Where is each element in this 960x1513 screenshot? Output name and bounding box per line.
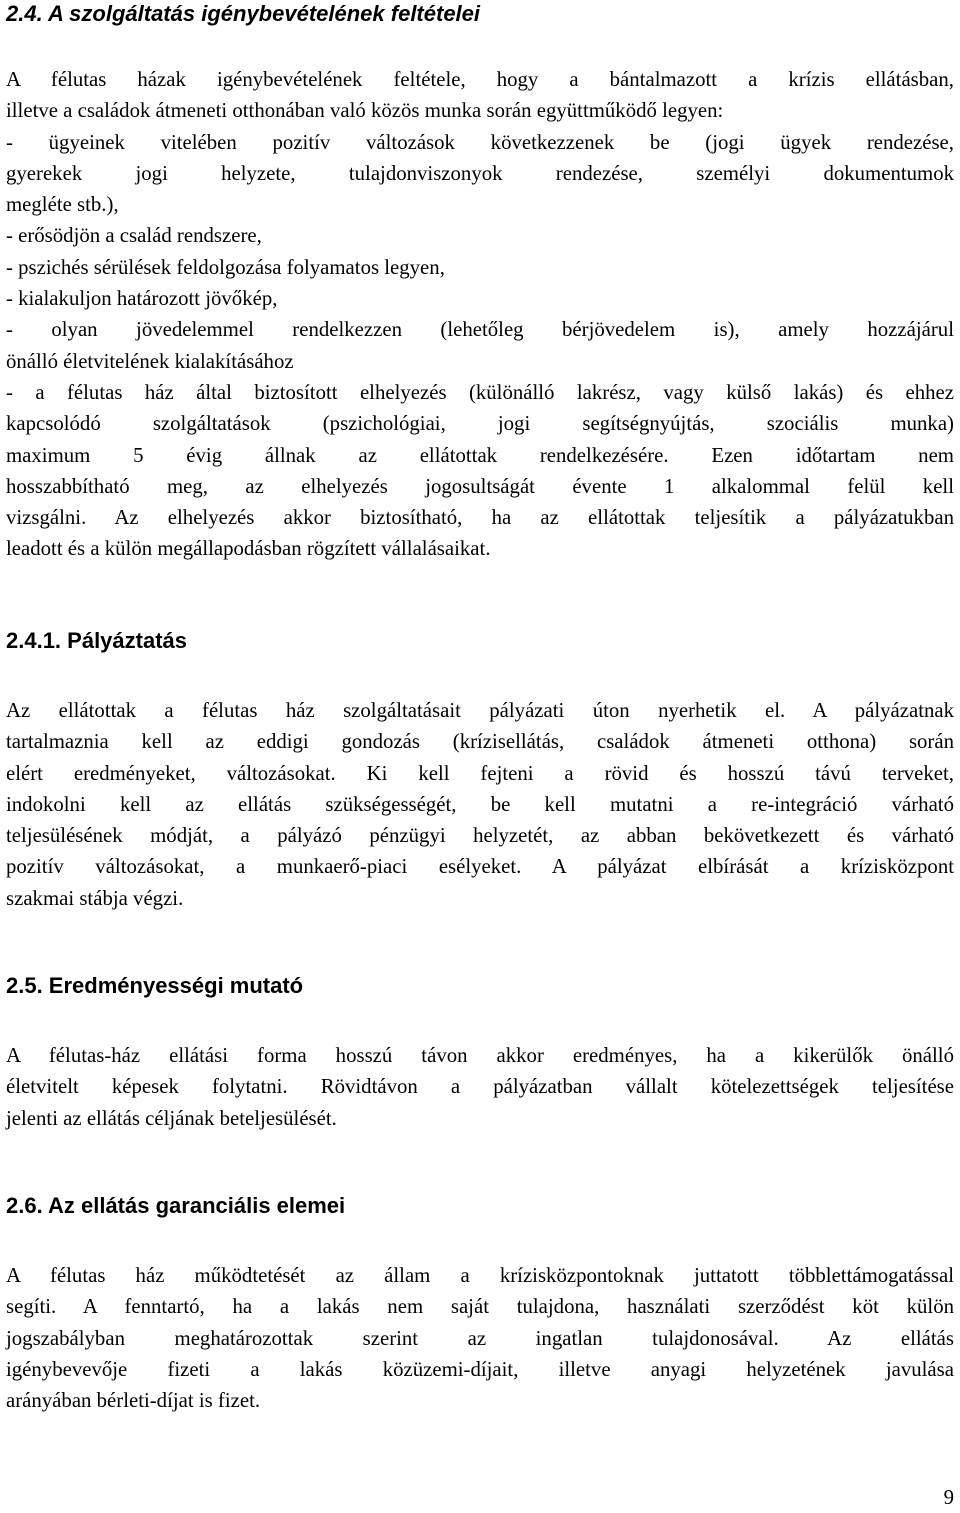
paragraph-2-6	[6, 1260, 954, 1416]
text-line: A félutas házak igénybevételének feltétele, hogy a bántalmazott a krízis ellátásban,	[6, 68, 954, 91]
text-line: kapcsolódó szolgáltatások (pszichológiai, jogi segítségnyújtás, szociális munka)	[6, 412, 954, 436]
text-line: önálló életvitelének kialakításához	[6, 349, 294, 373]
text-line: megléte stb.),	[6, 193, 119, 217]
text-line: maximum 5 évig állnak az ellátottak rendelkezésére. Ezen időtartam nem	[6, 443, 954, 467]
paragraph-2-4	[6, 64, 954, 565]
text-line: jogszabályban meghatározottak szerint az ingatlan tulajdonosával. Az ellátás	[6, 1326, 954, 1350]
text-line: elért eredményeket, változásokat. Ki kell fejteni a rövid és hosszú távú terveket,	[6, 761, 954, 785]
text-line: Az ellátottak a félutas ház szolgáltatásait pályázati úton nyerhetik el. A pályázatnak	[6, 699, 954, 722]
paragraph-2-5	[6, 1040, 954, 1134]
text-line: gyerekek jogi helyzete, tulajdonviszonyok rendezése, személyi dokumentumok	[6, 161, 954, 185]
section-heading-2-6: 2.6. Az ellátás garanciális elemei	[6, 1193, 346, 1218]
text-line: illetve a családok átmeneti otthonában való közös munka során együttműködő legyen:	[6, 99, 724, 123]
text-line: - a félutas ház által biztosított elhelyezés (különálló lakrész, vagy külső lakás) és ehhez	[6, 380, 954, 404]
text-line: teljesülésének módját, a pályázó pénzügyi helyzetét, az abban bekövetkezett és várható	[6, 824, 954, 848]
paragraph-2-4-1	[6, 695, 954, 914]
text-line: - pszichés sérülések feldolgozása folyamatos legyen,	[6, 255, 445, 279]
text-line: - kialakuljon határozott jövőkép,	[6, 287, 278, 311]
text-line: pozitív változásokat, a munkaerő-piaci esélyeket. A pályázat elbírását a krízisközpont	[6, 855, 954, 879]
section-heading-2-5: 2.5. Eredményességi mutató	[6, 973, 304, 998]
text-line: hosszabbítható meg, az elhelyezés jogosultságát évente 1 alkalommal felül kell	[6, 474, 954, 498]
text-line: A félutas ház működtetését az állam a krízisközpontoknak juttatott többlettámogatással	[6, 1264, 954, 1287]
text-line: jelenti az ellátás céljának beteljesülését.	[6, 1106, 337, 1130]
text-line: indokolni kell az ellátás szükségességét, be kell mutatni a re-integráció várható	[6, 792, 954, 816]
text-line: szakmai stábja végzi.	[6, 886, 184, 910]
text-line: arányában bérleti-díjat is fizet.	[6, 1389, 261, 1413]
section-heading-2-4: 2.4. A szolgáltatás igénybevételének feltételei	[6, 1, 481, 26]
text-line: leadott és a külön megállapodásban rögzített vállalásaikat.	[6, 537, 491, 561]
text-line: - ügyeinek vitelében pozitív változások következzenek be (jogi ügyek rendezése,	[6, 130, 954, 154]
text-line: A félutas-ház ellátási forma hosszú távon akkor eredményes, ha a kikerülők önálló	[6, 1044, 954, 1067]
text-line: segíti. A fenntartó, ha a lakás nem saját tulajdona, használati szerződést köt külön	[6, 1295, 954, 1319]
text-line: életvitelt képesek folytatni. Rövidtávon a pályázatban vállalt kötelezettségek teljesítése	[6, 1075, 954, 1099]
text-line: igénybevevője fizeti a lakás közüzemi-díjait, illetve anyagi helyzetének javulása	[6, 1357, 954, 1381]
text-line: vizsgálni. Az elhelyezés akkor biztosítható, ha az ellátottak teljesítik a pályázatukban	[6, 506, 954, 530]
text-line: - olyan jövedelemmel rendelkezzen (lehetőleg bérjövedelem is), amely hozzájárul	[6, 318, 954, 342]
page-number: 9	[943, 1486, 954, 1509]
section-heading-2-4-1: 2.4.1. Pályáztatás	[6, 628, 188, 653]
text-line: - erősödjön a család rendszere,	[6, 224, 262, 248]
text-line: tartalmaznia kell az eddigi gondozás (krízisellátás, családok átmeneti otthona) során	[6, 730, 954, 754]
